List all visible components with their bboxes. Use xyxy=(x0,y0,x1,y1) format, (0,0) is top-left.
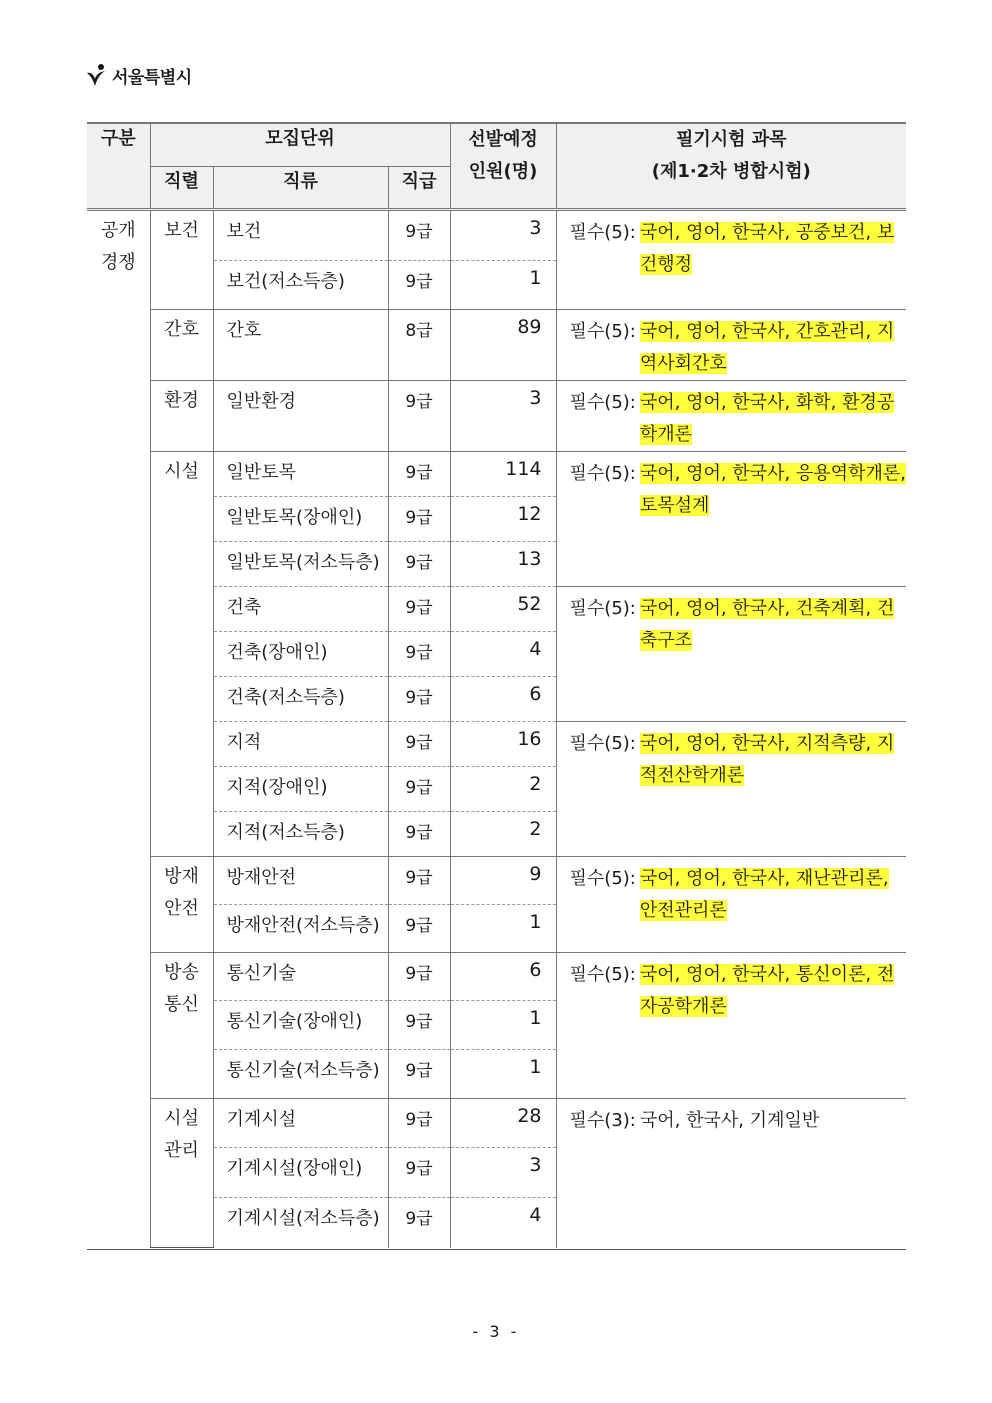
grade-cell: 9급 xyxy=(388,767,450,812)
count-cell: 1 xyxy=(450,905,556,953)
type-cell: 지적(장애인) xyxy=(213,767,388,812)
series-cell: 환경 xyxy=(150,381,213,452)
type-cell: 일반토목(장애인) xyxy=(213,497,388,542)
type-cell: 통신기술 xyxy=(213,953,388,1001)
grade-cell: 9급 xyxy=(388,381,450,452)
subject-list xyxy=(636,387,906,451)
count-cell: 4 xyxy=(450,632,556,677)
header-unit: 모집단위 xyxy=(150,123,450,167)
series-cell: 방송 통신 xyxy=(150,953,213,1099)
table-row xyxy=(87,857,906,905)
subject-prefix: 필수(5): xyxy=(569,463,636,484)
count-cell: 28 xyxy=(450,1099,556,1148)
count-cell: 2 xyxy=(450,812,556,857)
header-subjects xyxy=(556,123,906,210)
subject-list-text: 국어, 영어, 한국사, 재난관리론, 안전관리론 xyxy=(639,868,889,921)
subject-list-text: 국어, 영어, 한국사, 공중보건, 보건행정 xyxy=(639,222,895,275)
seoul-logo xyxy=(84,62,192,88)
table-row xyxy=(87,381,906,452)
grade-cell: 9급 xyxy=(388,722,450,767)
grade-cell: 9급 xyxy=(388,677,450,722)
count-cell: 1 xyxy=(450,1001,556,1050)
grade-cell: 9급 xyxy=(388,812,450,857)
page-number: - 3 - xyxy=(472,1322,520,1341)
count-cell: 1 xyxy=(450,261,556,310)
count-cell: 1 xyxy=(450,1050,556,1099)
subject-list-text: 국어, 영어, 한국사, 건축계획, 건축구조 xyxy=(639,598,895,651)
subject-prefix: 필수(5): xyxy=(569,222,636,243)
org-name: 서울특별시 xyxy=(112,67,192,88)
subjects-cell xyxy=(556,452,906,587)
header-grade: 직급 xyxy=(388,167,450,210)
count-cell: 3 xyxy=(450,381,556,452)
header-planned-line2: 인원(명) xyxy=(468,161,538,182)
grade-cell: 9급 xyxy=(388,452,450,497)
series-cell: 방재 안전 xyxy=(150,857,213,953)
type-cell: 방재안전(저소득층) xyxy=(213,905,388,953)
count-cell: 3 xyxy=(450,1148,556,1198)
subject-list xyxy=(636,593,906,657)
count-cell: 52 xyxy=(450,587,556,632)
subjects-cell xyxy=(556,310,906,381)
type-cell: 간호 xyxy=(213,310,388,381)
grade-cell: 9급 xyxy=(388,1001,450,1050)
count-cell: 16 xyxy=(450,722,556,767)
count-cell: 9 xyxy=(450,857,556,905)
count-cell: 3 xyxy=(450,210,556,261)
type-cell: 일반환경 xyxy=(213,381,388,452)
type-cell: 통신기술(저소득층) xyxy=(213,1050,388,1099)
subjects-cell xyxy=(556,210,906,310)
series-cell: 보건 xyxy=(150,210,213,310)
subject-list xyxy=(636,728,906,792)
subjects-cell xyxy=(556,381,906,452)
type-cell: 보건(저소득층) xyxy=(213,261,388,310)
table-row xyxy=(87,1099,906,1148)
subjects-cell xyxy=(556,857,906,953)
count-cell: 12 xyxy=(450,497,556,542)
count-cell: 13 xyxy=(450,542,556,587)
type-cell: 건축(저소득층) xyxy=(213,677,388,722)
grade-cell: 9급 xyxy=(388,1050,450,1099)
category-cell: 공개 경쟁 xyxy=(100,220,136,273)
grade-cell: 9급 xyxy=(388,1099,450,1148)
table-row xyxy=(87,210,906,261)
grade-cell: 9급 xyxy=(388,1198,450,1248)
subject-list-text: 국어, 한국사, 기계일반 xyxy=(639,1110,820,1131)
subject-list xyxy=(636,458,906,522)
table-body xyxy=(87,210,906,1248)
header-category: 구분 xyxy=(87,123,150,210)
grade-cell: 9급 xyxy=(388,497,450,542)
grade-cell: 9급 xyxy=(388,632,450,677)
type-cell: 건축 xyxy=(213,587,388,632)
header-planned-line1: 선발예정 xyxy=(468,129,538,150)
grade-cell: 9급 xyxy=(388,1148,450,1198)
subjects-cell xyxy=(556,587,906,722)
subjects-cell xyxy=(556,722,906,857)
subject-prefix: 필수(5): xyxy=(569,598,636,619)
type-cell: 통신기술(장애인) xyxy=(213,1001,388,1050)
subject-list xyxy=(636,316,906,380)
subject-list xyxy=(636,1105,819,1137)
header-type: 직류 xyxy=(213,167,388,210)
type-cell: 일반토목(저소득층) xyxy=(213,542,388,587)
grade-cell: 9급 xyxy=(388,261,450,310)
count-cell: 4 xyxy=(450,1198,556,1248)
subjects-cell xyxy=(556,953,906,1099)
subject-list xyxy=(636,863,906,927)
series-cell: 시설 관리 xyxy=(150,1099,213,1248)
count-cell: 2 xyxy=(450,767,556,812)
table-row xyxy=(87,953,906,1001)
subjects-cell xyxy=(556,1099,906,1248)
table-row xyxy=(87,452,906,497)
table-bottom-rule xyxy=(87,1249,906,1250)
grade-cell: 9급 xyxy=(388,857,450,905)
type-cell: 기계시설(장애인) xyxy=(213,1148,388,1198)
count-cell: 89 xyxy=(450,310,556,381)
grade-cell: 9급 xyxy=(388,542,450,587)
type-cell: 지적(저소득층) xyxy=(213,812,388,857)
subject-prefix: 필수(5): xyxy=(569,321,636,342)
recruitment-table xyxy=(87,122,906,1248)
seoul-emblem-icon xyxy=(84,62,110,88)
type-cell: 건축(장애인) xyxy=(213,632,388,677)
subject-list-text: 국어, 영어, 한국사, 응용역학개론, 토목설계 xyxy=(639,463,906,516)
grade-cell: 9급 xyxy=(388,210,450,261)
subject-prefix: 필수(5): xyxy=(569,392,636,413)
header-planned xyxy=(450,123,556,210)
header-series: 직렬 xyxy=(150,167,213,210)
grade-cell: 8급 xyxy=(388,310,450,381)
subject-list-text: 국어, 영어, 한국사, 통신이론, 전자공학개론 xyxy=(639,964,895,1017)
subject-list-text: 국어, 영어, 한국사, 간호관리, 지역사회간호 xyxy=(639,321,895,374)
grade-cell: 9급 xyxy=(388,953,450,1001)
type-cell: 지적 xyxy=(213,722,388,767)
type-cell: 보건 xyxy=(213,210,388,261)
subject-list xyxy=(636,217,906,281)
grade-cell: 9급 xyxy=(388,587,450,632)
subject-prefix: 필수(3): xyxy=(569,1110,636,1131)
subject-list-text: 국어, 영어, 한국사, 화학, 환경공학개론 xyxy=(639,392,895,445)
subject-prefix: 필수(5): xyxy=(569,964,636,985)
count-cell: 114 xyxy=(450,452,556,497)
header-subjects-line2: (제1·2차 병합시험) xyxy=(651,161,811,182)
grade-cell: 9급 xyxy=(388,905,450,953)
type-cell: 일반토목 xyxy=(213,452,388,497)
count-cell: 6 xyxy=(450,677,556,722)
series-cell: 시설 xyxy=(150,452,213,857)
series-cell: 간호 xyxy=(150,310,213,381)
subject-list-text: 국어, 영어, 한국사, 지적측량, 지적전산학개론 xyxy=(639,733,895,786)
subject-prefix: 필수(5): xyxy=(569,868,636,889)
type-cell: 기계시설 xyxy=(213,1099,388,1148)
table-row xyxy=(87,310,906,381)
header-subjects-line1: 필기시험 과목 xyxy=(675,129,787,150)
subject-prefix: 필수(5): xyxy=(569,733,636,754)
count-cell: 6 xyxy=(450,953,556,1001)
subject-list xyxy=(636,959,906,1023)
type-cell: 기계시설(저소득층) xyxy=(213,1198,388,1248)
type-cell: 방재안전 xyxy=(213,857,388,905)
